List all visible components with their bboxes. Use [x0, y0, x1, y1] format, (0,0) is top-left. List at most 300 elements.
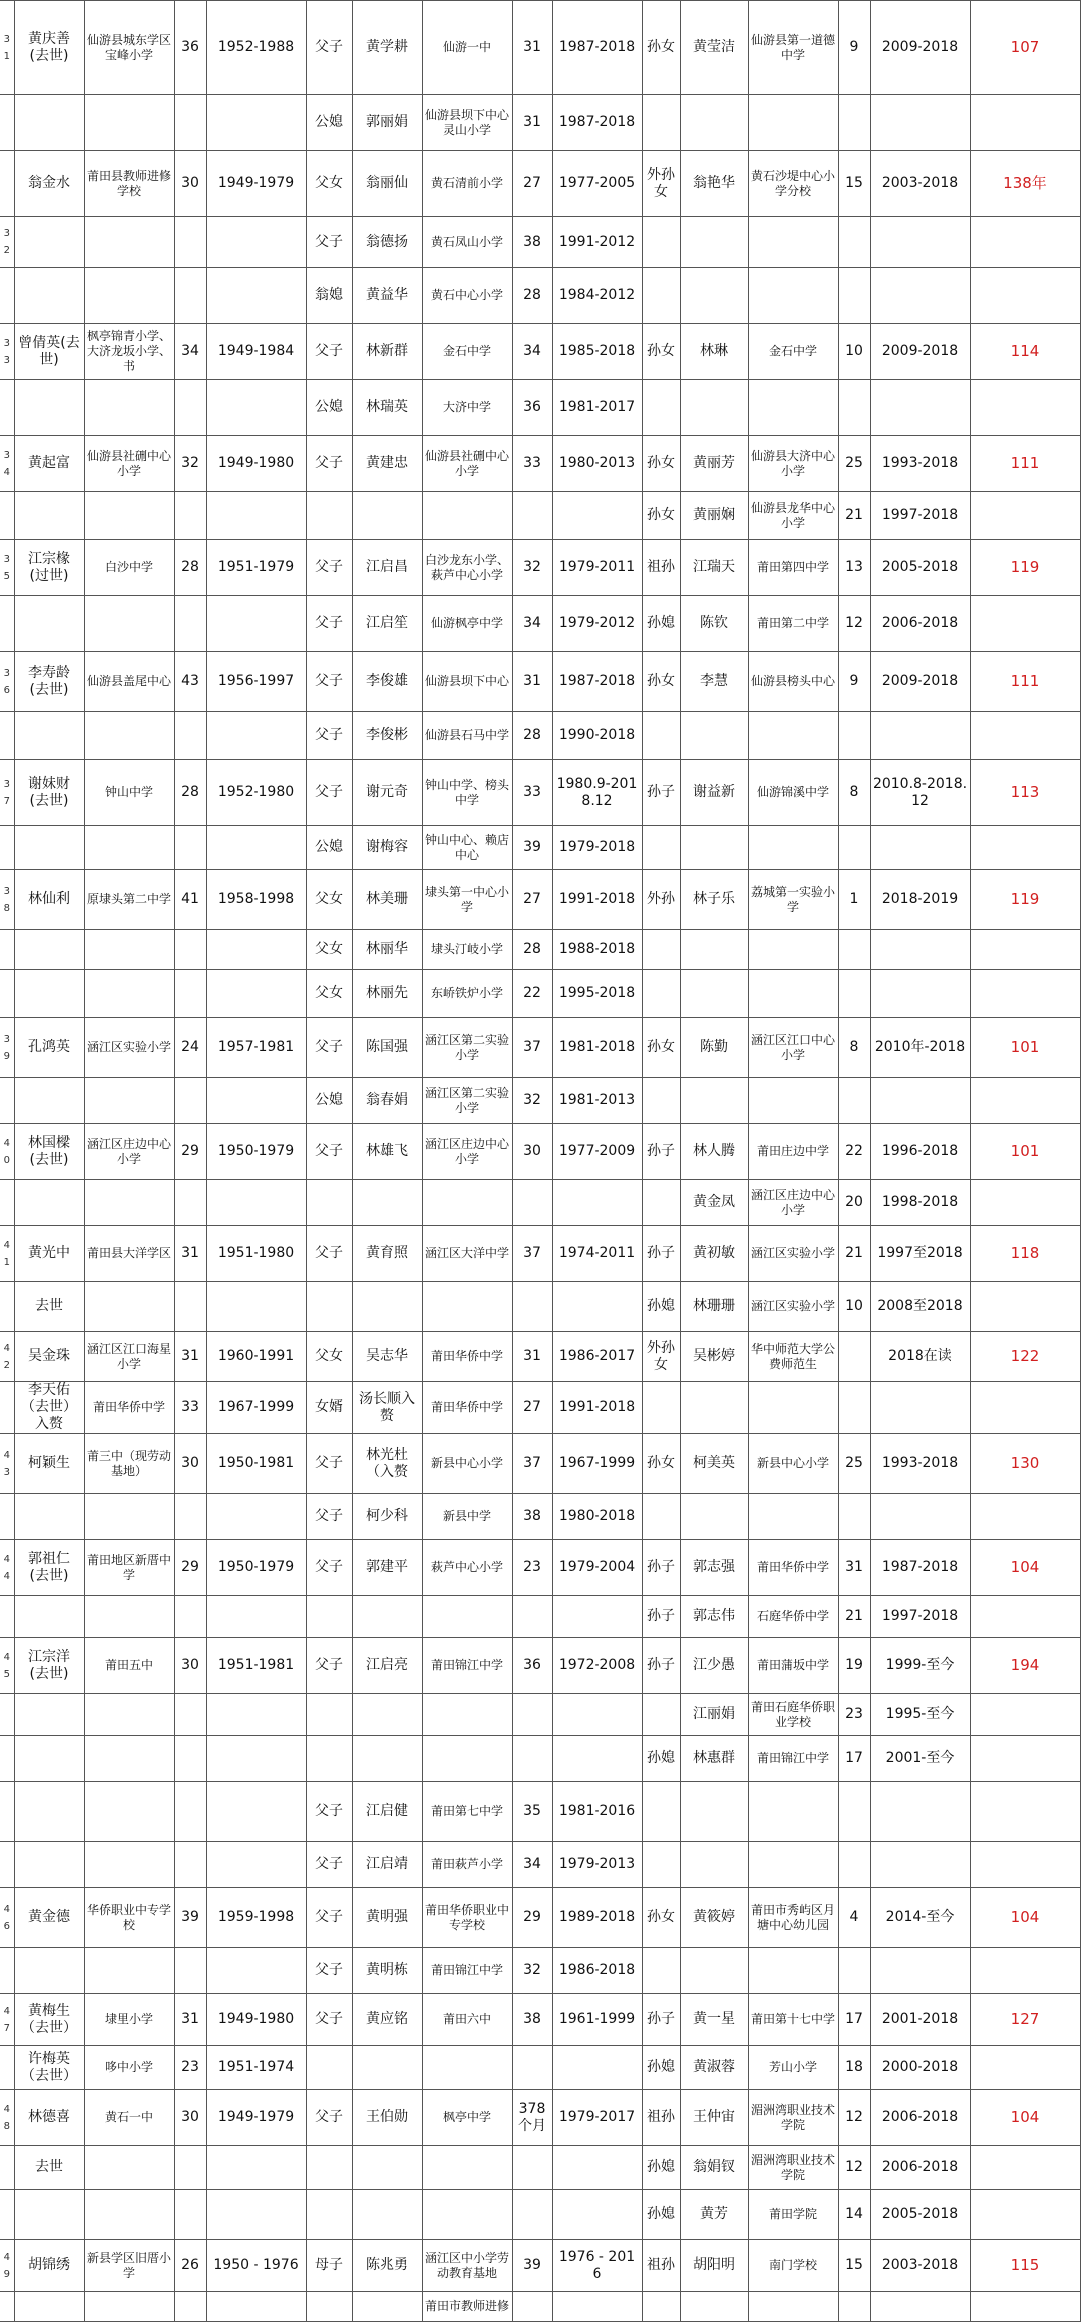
- gen3-name-cell: [680, 826, 748, 870]
- gen3-school-cell: 莆田市秀屿区月塘中心幼儿园: [748, 1888, 838, 1948]
- gen3-school-cell: 湄洲湾职业技术学院: [748, 2090, 838, 2146]
- gen2-years-cell: 38: [512, 1994, 552, 2046]
- elder-period-cell: [206, 970, 306, 1018]
- row-index-cell: [0, 1282, 14, 1332]
- gen2-years-cell: 31: [512, 652, 552, 712]
- elder-period-cell: 1949-1984: [206, 324, 306, 380]
- elder-school-cell: 莆田华侨中学: [84, 1382, 174, 1434]
- elder-name-cell: [14, 1842, 84, 1888]
- gen3-school-cell: 莆田华侨中学: [748, 1540, 838, 1596]
- gen2-name-cell: 林雄飞: [352, 1124, 422, 1180]
- gen3-period-cell: [870, 826, 970, 870]
- gen2-years-cell: 39: [512, 2240, 552, 2292]
- gen3-period-cell: 2018-2019: [870, 870, 970, 930]
- relation-2-cell: 公媳: [306, 380, 352, 436]
- gen2-years-cell: [512, 2292, 552, 2322]
- gen3-period-cell: 1999-至今: [870, 1638, 970, 1694]
- table-row: [0, 1332, 1080, 1382]
- elder-period-cell: [206, 1694, 306, 1736]
- gen2-period-cell: [552, 1282, 642, 1332]
- gen3-years-cell: 17: [838, 1736, 870, 1782]
- gen2-name-cell: 林瑞英: [352, 380, 422, 436]
- table-row: [0, 1994, 1080, 2046]
- gen2-name-cell: [352, 2046, 422, 2090]
- row-index-cell: 38: [0, 870, 14, 930]
- elder-years-cell: [174, 1494, 206, 1540]
- gen2-years-cell: 31: [512, 95, 552, 151]
- gen3-name-cell: 林子乐: [680, 870, 748, 930]
- elder-school-cell: [84, 826, 174, 870]
- gen2-period-cell: 1974-2011: [552, 1226, 642, 1282]
- gen2-school-cell: [422, 492, 512, 540]
- row-index-cell: [0, 2146, 14, 2190]
- relation-2-cell: 父子: [306, 436, 352, 492]
- gen3-name-cell: 吴彬婷: [680, 1332, 748, 1382]
- table-row: [0, 1782, 1080, 1842]
- row-index-cell: [0, 380, 14, 436]
- elder-name-cell: [14, 1180, 84, 1226]
- gen2-years-cell: 29: [512, 1888, 552, 1948]
- gen3-period-cell: 2006-2018: [870, 2146, 970, 2190]
- row-index-cell: 45: [0, 1638, 14, 1694]
- elder-years-cell: [174, 2146, 206, 2190]
- relation-2-cell: [306, 2046, 352, 2090]
- gen3-years-cell: [838, 2292, 870, 2322]
- elder-name-cell: [14, 1494, 84, 1540]
- relation-3-cell: [642, 1382, 680, 1434]
- gen3-years-cell: [838, 712, 870, 760]
- gen3-years-cell: [838, 1332, 870, 1382]
- table-row: [0, 540, 1080, 596]
- elder-name-cell: 许梅英（去世）: [14, 2046, 84, 2090]
- gen2-name-cell: 黄益华: [352, 268, 422, 324]
- gen2-name-cell: 黄明栋: [352, 1948, 422, 1994]
- table-row: [0, 712, 1080, 760]
- gen3-name-cell: 黄芳: [680, 2190, 748, 2240]
- gen2-name-cell: 陈兆勇: [352, 2240, 422, 2292]
- table-row: [0, 826, 1080, 870]
- gen2-period-cell: 1981-2017: [552, 380, 642, 436]
- elder-school-cell: [84, 2292, 174, 2322]
- elder-years-cell: [174, 492, 206, 540]
- elder-school-cell: [84, 1948, 174, 1994]
- elder-school-cell: [84, 930, 174, 970]
- elder-years-cell: 30: [174, 1638, 206, 1694]
- family-total-cell: [970, 826, 1080, 870]
- gen2-name-cell: 黄育照: [352, 1226, 422, 1282]
- family-total-cell: 104: [970, 1540, 1080, 1596]
- gen2-school-cell: [422, 1180, 512, 1226]
- gen2-years-cell: 34: [512, 596, 552, 652]
- elder-years-cell: 32: [174, 436, 206, 492]
- gen3-period-cell: [870, 1842, 970, 1888]
- gen2-years-cell: 32: [512, 540, 552, 596]
- gen3-school-cell: 莆田庄边中学: [748, 1124, 838, 1180]
- family-total-cell: 114: [970, 324, 1080, 380]
- gen2-years-cell: 33: [512, 760, 552, 826]
- family-total-cell: [970, 1078, 1080, 1124]
- gen2-period-cell: 1991-2012: [552, 217, 642, 268]
- gen3-period-cell: 2001-2018: [870, 1994, 970, 2046]
- gen2-years-cell: 27: [512, 870, 552, 930]
- relation-3-cell: 孙媳: [642, 1736, 680, 1782]
- gen2-name-cell: 柯少科: [352, 1494, 422, 1540]
- elder-name-cell: [14, 1694, 84, 1736]
- family-total-cell: 130: [970, 1434, 1080, 1494]
- table-row: [0, 324, 1080, 380]
- gen2-name-cell: [352, 1180, 422, 1226]
- elder-name-cell: [14, 712, 84, 760]
- family-total-cell: 113: [970, 760, 1080, 826]
- gen2-school-cell: 东峤铁炉小学: [422, 970, 512, 1018]
- family-total-cell: 138年: [970, 151, 1080, 217]
- gen3-name-cell: 林人腾: [680, 1124, 748, 1180]
- elder-years-cell: [174, 380, 206, 436]
- gen2-school-cell: 莆田市教师进修: [422, 2292, 512, 2322]
- gen3-period-cell: [870, 930, 970, 970]
- relation-2-cell: 父子: [306, 1018, 352, 1078]
- gen2-name-cell: 江启笙: [352, 596, 422, 652]
- relation-3-cell: [642, 380, 680, 436]
- elder-period-cell: [206, 1736, 306, 1782]
- family-total-cell: [970, 492, 1080, 540]
- row-index-cell: 43: [0, 1434, 14, 1494]
- gen3-period-cell: 1993-2018: [870, 436, 970, 492]
- gen3-period-cell: [870, 1494, 970, 1540]
- gen3-school-cell: 仙游县大济中心小学: [748, 436, 838, 492]
- elder-name-cell: [14, 1736, 84, 1782]
- gen3-years-cell: 31: [838, 1540, 870, 1596]
- gen2-school-cell: 涵江区大洋中学: [422, 1226, 512, 1282]
- gen3-name-cell: 黄筱婷: [680, 1888, 748, 1948]
- elder-period-cell: 1950-1981: [206, 1434, 306, 1494]
- gen2-school-cell: [422, 1736, 512, 1782]
- gen2-period-cell: 1980-2013: [552, 436, 642, 492]
- gen3-name-cell: 翁艳华: [680, 151, 748, 217]
- gen2-period-cell: 1987-2018: [552, 1, 642, 95]
- gen3-period-cell: 2000-2018: [870, 2046, 970, 2090]
- gen3-period-cell: [870, 1948, 970, 1994]
- elder-years-cell: [174, 1078, 206, 1124]
- row-index-cell: [0, 1078, 14, 1124]
- relation-2-cell: 公媳: [306, 826, 352, 870]
- gen2-school-cell: 涵江区庄边中心小学: [422, 1124, 512, 1180]
- elder-name-cell: 孔鸿英: [14, 1018, 84, 1078]
- elder-years-cell: [174, 1694, 206, 1736]
- elder-period-cell: [206, 2146, 306, 2190]
- elder-period-cell: 1959-1998: [206, 1888, 306, 1948]
- gen3-school-cell: [748, 380, 838, 436]
- gen2-years-cell: [512, 1282, 552, 1332]
- relation-3-cell: 孙女: [642, 492, 680, 540]
- gen3-school-cell: 莆田锦江中学: [748, 1736, 838, 1782]
- elder-name-cell: 翁金水: [14, 151, 84, 217]
- row-index-cell: [0, 1596, 14, 1638]
- gen2-years-cell: 27: [512, 1382, 552, 1434]
- gen2-period-cell: 1986-2018: [552, 1948, 642, 1994]
- gen3-years-cell: 13: [838, 540, 870, 596]
- gen2-school-cell: [422, 1282, 512, 1332]
- family-total-cell: [970, 712, 1080, 760]
- gen2-name-cell: 黄建忠: [352, 436, 422, 492]
- elder-period-cell: [206, 1948, 306, 1994]
- gen2-years-cell: 34: [512, 324, 552, 380]
- elder-years-cell: 34: [174, 324, 206, 380]
- gen2-period-cell: 1979-2004: [552, 1540, 642, 1596]
- elder-name-cell: 黄梅生（去世）: [14, 1994, 84, 2046]
- gen3-school-cell: [748, 268, 838, 324]
- gen3-name-cell: 柯美英: [680, 1434, 748, 1494]
- gen3-period-cell: 2005-2018: [870, 540, 970, 596]
- gen2-period-cell: 1984-2012: [552, 268, 642, 324]
- gen2-name-cell: [352, 1694, 422, 1736]
- gen2-years-cell: 34: [512, 1842, 552, 1888]
- family-total-cell: [970, 2190, 1080, 2240]
- gen2-period-cell: 1991-2018: [552, 1382, 642, 1434]
- gen2-years-cell: 28: [512, 268, 552, 324]
- relation-3-cell: 外孙女: [642, 151, 680, 217]
- family-total-cell: 107: [970, 1, 1080, 95]
- relation-2-cell: 父女: [306, 970, 352, 1018]
- relation-2-cell: [306, 2190, 352, 2240]
- elder-period-cell: 1951-1974: [206, 2046, 306, 2090]
- elder-name-cell: [14, 1948, 84, 1994]
- gen3-school-cell: 仙游锦溪中学: [748, 760, 838, 826]
- table-row: [0, 1694, 1080, 1736]
- elder-name-cell: 去世: [14, 2146, 84, 2190]
- gen3-school-cell: [748, 95, 838, 151]
- gen2-period-cell: 1977-2009: [552, 1124, 642, 1180]
- gen3-name-cell: 翁娟钗: [680, 2146, 748, 2190]
- gen3-years-cell: [838, 1078, 870, 1124]
- gen3-name-cell: 黄莹洁: [680, 1, 748, 95]
- gen3-school-cell: 涵江区实验小学: [748, 1282, 838, 1332]
- gen3-school-cell: 莆田第二中学: [748, 596, 838, 652]
- relation-3-cell: 孙子: [642, 1638, 680, 1694]
- row-index-cell: 44: [0, 1540, 14, 1596]
- gen3-years-cell: [838, 268, 870, 324]
- row-index-cell: 41: [0, 1226, 14, 1282]
- relation-3-cell: 祖孙: [642, 540, 680, 596]
- elder-period-cell: 1952-1988: [206, 1, 306, 95]
- table-row: [0, 1018, 1080, 1078]
- gen3-school-cell: 荔城第一实验小学: [748, 870, 838, 930]
- row-index-cell: [0, 2190, 14, 2240]
- elder-period-cell: [206, 1596, 306, 1638]
- row-index-cell: 40: [0, 1124, 14, 1180]
- elder-period-cell: 1957-1981: [206, 1018, 306, 1078]
- gen2-years-cell: 39: [512, 826, 552, 870]
- gen2-school-cell: 黄石中心小学: [422, 268, 512, 324]
- table-row: [0, 1, 1080, 95]
- gen3-years-cell: [838, 217, 870, 268]
- table-row: [0, 2046, 1080, 2090]
- elder-school-cell: 仙游县社硎中心小学: [84, 436, 174, 492]
- elder-period-cell: 1949-1979: [206, 151, 306, 217]
- gen2-school-cell: 莆田华侨中学: [422, 1382, 512, 1434]
- relation-3-cell: [642, 217, 680, 268]
- elder-school-cell: 哆中小学: [84, 2046, 174, 2090]
- relation-2-cell: 父女: [306, 870, 352, 930]
- gen3-period-cell: 1987-2018: [870, 1540, 970, 1596]
- family-total-cell: 119: [970, 870, 1080, 930]
- family-total-cell: [970, 2146, 1080, 2190]
- relation-2-cell: 父子: [306, 2090, 352, 2146]
- elder-school-cell: 仙游县盖尾中心: [84, 652, 174, 712]
- gen3-period-cell: 2014-至今: [870, 1888, 970, 1948]
- relation-3-cell: 孙女: [642, 324, 680, 380]
- family-total-cell: [970, 1736, 1080, 1782]
- elder-school-cell: [84, 1078, 174, 1124]
- elder-name-cell: [14, 1596, 84, 1638]
- gen3-period-cell: 2003-2018: [870, 2240, 970, 2292]
- gen2-school-cell: 莆田萩芦小学: [422, 1842, 512, 1888]
- gen3-years-cell: [838, 95, 870, 151]
- gen2-years-cell: [512, 2190, 552, 2240]
- gen2-name-cell: 汤长顺入赘: [352, 1382, 422, 1434]
- row-index-cell: [0, 268, 14, 324]
- relation-3-cell: [642, 1948, 680, 1994]
- gen3-years-cell: 10: [838, 324, 870, 380]
- row-index-cell: [0, 1842, 14, 1888]
- gen2-years-cell: [512, 492, 552, 540]
- elder-name-cell: [14, 596, 84, 652]
- table-row: [0, 1282, 1080, 1332]
- gen3-name-cell: [680, 1078, 748, 1124]
- gen3-period-cell: 2008至2018: [870, 1282, 970, 1332]
- gen2-school-cell: 涵江区第二实验小学: [422, 1018, 512, 1078]
- elder-years-cell: 30: [174, 2090, 206, 2146]
- family-total-cell: 122: [970, 1332, 1080, 1382]
- relation-2-cell: 母子: [306, 2240, 352, 2292]
- gen3-years-cell: 23: [838, 1694, 870, 1736]
- elder-years-cell: [174, 95, 206, 151]
- row-index-cell: 37: [0, 760, 14, 826]
- gen2-school-cell: 仙游县坝下中心灵山小学: [422, 95, 512, 151]
- row-index-cell: [0, 2046, 14, 2090]
- elder-name-cell: 去世: [14, 1282, 84, 1332]
- gen3-period-cell: 1993-2018: [870, 1434, 970, 1494]
- gen3-period-cell: [870, 1078, 970, 1124]
- relation-3-cell: 孙子: [642, 1226, 680, 1282]
- relation-3-cell: 孙媳: [642, 2146, 680, 2190]
- table-row: [0, 1078, 1080, 1124]
- elder-name-cell: [14, 380, 84, 436]
- gen2-name-cell: 翁春娟: [352, 1078, 422, 1124]
- table-row: [0, 1226, 1080, 1282]
- gen3-period-cell: 2003-2018: [870, 151, 970, 217]
- elder-school-cell: 埭里小学: [84, 1994, 174, 2046]
- table-row: [0, 2090, 1080, 2146]
- gen2-school-cell: [422, 2146, 512, 2190]
- elder-school-cell: 涵江区实验小学: [84, 1018, 174, 1078]
- gen2-years-cell: 30: [512, 1124, 552, 1180]
- gen3-years-cell: 10: [838, 1282, 870, 1332]
- row-index-cell: 31: [0, 1, 14, 95]
- family-total-cell: 118: [970, 1226, 1080, 1282]
- relation-3-cell: 祖孙: [642, 2240, 680, 2292]
- elder-years-cell: [174, 2190, 206, 2240]
- elder-years-cell: [174, 1782, 206, 1842]
- gen2-years-cell: 32: [512, 1078, 552, 1124]
- elder-school-cell: 钟山中学: [84, 760, 174, 826]
- relation-2-cell: 父女: [306, 151, 352, 217]
- elder-years-cell: 29: [174, 1540, 206, 1596]
- row-index-cell: [0, 1736, 14, 1782]
- table-row: [0, 1948, 1080, 1994]
- elder-name-cell: [14, 1078, 84, 1124]
- gen3-name-cell: 林惠群: [680, 1736, 748, 1782]
- gen3-school-cell: 莆田石庭华侨职业学校: [748, 1694, 838, 1736]
- gen3-name-cell: 江瑞天: [680, 540, 748, 596]
- elder-period-cell: [206, 492, 306, 540]
- family-total-cell: [970, 970, 1080, 1018]
- gen2-period-cell: [552, 2190, 642, 2240]
- elder-school-cell: 涵江区庄边中心小学: [84, 1124, 174, 1180]
- elder-school-cell: 莆田县大洋学区: [84, 1226, 174, 1282]
- elder-years-cell: 39: [174, 1888, 206, 1948]
- gen3-period-cell: 2010.8-2018.12: [870, 760, 970, 826]
- gen2-school-cell: [422, 2190, 512, 2240]
- gen3-school-cell: [748, 1782, 838, 1842]
- gen3-years-cell: 15: [838, 151, 870, 217]
- elder-period-cell: [206, 2190, 306, 2240]
- gen3-school-cell: [748, 2292, 838, 2322]
- gen3-school-cell: [748, 1842, 838, 1888]
- gen2-school-cell: 莆田锦江中学: [422, 1638, 512, 1694]
- elder-school-cell: 莆三中（现劳动基地）: [84, 1434, 174, 1494]
- gen2-period-cell: 1981-2013: [552, 1078, 642, 1124]
- gen2-school-cell: 莆田华侨职业中专学校: [422, 1888, 512, 1948]
- elder-name-cell: [14, 95, 84, 151]
- family-total-cell: 101: [970, 1124, 1080, 1180]
- gen3-years-cell: 21: [838, 492, 870, 540]
- elder-name-cell: 柯颖生: [14, 1434, 84, 1494]
- elder-years-cell: [174, 2292, 206, 2322]
- gen3-name-cell: [680, 268, 748, 324]
- elder-name-cell: [14, 2190, 84, 2240]
- gen2-period-cell: 1990-2018: [552, 712, 642, 760]
- row-index-cell: [0, 95, 14, 151]
- gen3-period-cell: 2001-至今: [870, 1736, 970, 1782]
- gen2-school-cell: 莆田锦江中学: [422, 1948, 512, 1994]
- gen2-name-cell: [352, 2292, 422, 2322]
- gen3-school-cell: 仙游县龙华中心小学: [748, 492, 838, 540]
- gen2-period-cell: 1980-2018: [552, 1494, 642, 1540]
- gen3-school-cell: [748, 217, 838, 268]
- gen2-years-cell: 37: [512, 1226, 552, 1282]
- relation-2-cell: [306, 1180, 352, 1226]
- table-row: [0, 1124, 1080, 1180]
- relation-3-cell: [642, 268, 680, 324]
- gen3-years-cell: 12: [838, 2090, 870, 2146]
- elder-school-cell: 华侨职业中专学校: [84, 1888, 174, 1948]
- elder-period-cell: 1949-1979: [206, 2090, 306, 2146]
- gen2-period-cell: 1987-2018: [552, 652, 642, 712]
- elder-years-cell: 43: [174, 652, 206, 712]
- elder-years-cell: 31: [174, 1994, 206, 2046]
- elder-years-cell: [174, 217, 206, 268]
- relation-2-cell: 父子: [306, 1888, 352, 1948]
- row-index-cell: 49: [0, 2240, 14, 2292]
- family-total-cell: [970, 596, 1080, 652]
- gen2-school-cell: 仙游一中: [422, 1, 512, 95]
- gen2-school-cell: 莆田第七中学: [422, 1782, 512, 1842]
- table-row: [0, 268, 1080, 324]
- table-row: [0, 1434, 1080, 1494]
- relation-2-cell: [306, 1282, 352, 1332]
- gen2-period-cell: 1961-1999: [552, 1994, 642, 2046]
